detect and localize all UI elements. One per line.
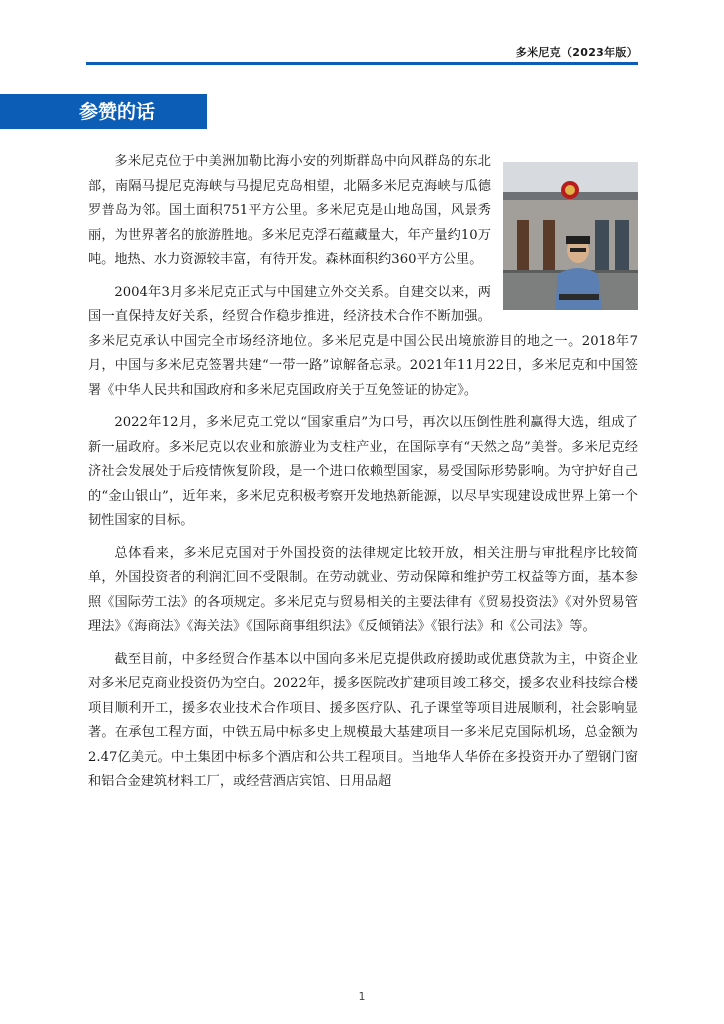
- paragraph: 2004年3月多米尼克正式与中国建立外交关系。自建交以来，两国一直保持友好关系，经贸合作稳步推进，经济技术合作不断加强。多米尼克承认中国完全市场经济地位。多米尼克是中国公民出境旅游目的地之一。2018年7月，中国与多米尼克签署共建“一带一路”谅解备忘录。2021年11月22日，多米尼克和中国签署《中华人民共和国政府和多米尼克国政府关于互免签证的协定》。: [88, 284, 638, 398]
- section-title: 参赞的话: [79, 101, 156, 123]
- paragraph: 截至目前，中多经贸合作基本以中国向多米尼克提供政府援助或优惠贷款为主，中资企业对多米尼克商业投资仍为空白。2022年，援多医院改扩建项目竣工移交，援多农业科技综合楼项目顺利开工，援多农业技术合作项目、援多医疗队、孔子课堂等项目进展顺利，社会影响显著。在承包工程方面，中铁五局中标多史上规模最大基建项目一多米尼克国际机场，总金额为2.47亿美元。中土集团中标多个酒店和公共工程项目。当地华人华侨在多投资开办了塑钢门窗和铝合金建筑材料工厂，或经营酒店宾馆、日用品超: [88, 651, 638, 789]
- portrait-photo: [503, 162, 638, 310]
- article-body: [88, 150, 638, 795]
- paragraph: 2022年12月，多米尼克工党以“国家重启”为口号，再次以压倒性胜利赢得大选，组成了新一届政府。多米尼克以农业和旅游业为支柱产业，在国际享有“天然之岛”美誉。多米尼克经济社会发展处于后疫情恢复阶段，是一个进口依赖型国家，易受国际形势影响。为守护好自己的“金山银山”，近年来，多米尼克积极考察开发地热新能源，以尽早实现建设成世界上第一个韧性国家的目标。: [88, 415, 638, 528]
- page-number: 1: [358, 990, 366, 1003]
- header-title: 多米尼克（2023年版）: [515, 46, 638, 59]
- header-divider: [86, 62, 638, 65]
- paragraph: 多米尼克位于中美洲加勒比海小安的列斯群岛中向风群岛的东北部，南隔马提尼克海峡与马提尼克岛相望，北隔多米尼克海峡与瓜德罗普岛为邻。国土面积751平方公里。多米尼克是山地岛国，风景秀丽，为世界著名的旅游胜地。多米尼克浮石蕴藏量大，年产量约10万吨。地热、水力资源较丰富，有待开发。森林面积约360平方公里。: [88, 154, 491, 267]
- paragraph: 总体看来，多米尼克国对于外国投资的法律规定比较开放，相关注册与审批程序比较简单，外国投资者的利润汇回不受限制。在劳动就业、劳动保障和维护劳工权益等方面，基本参照《国际劳工法》的各项规定。多米尼克与贸易相关的主要法律有《贸易投资法》《对外贸易管理法》《海商法》《海关法》《国际商事组织法》《反倾销法》《银行法》和《公司法》等。: [88, 545, 638, 634]
- portrait-photo-icon: [503, 162, 638, 310]
